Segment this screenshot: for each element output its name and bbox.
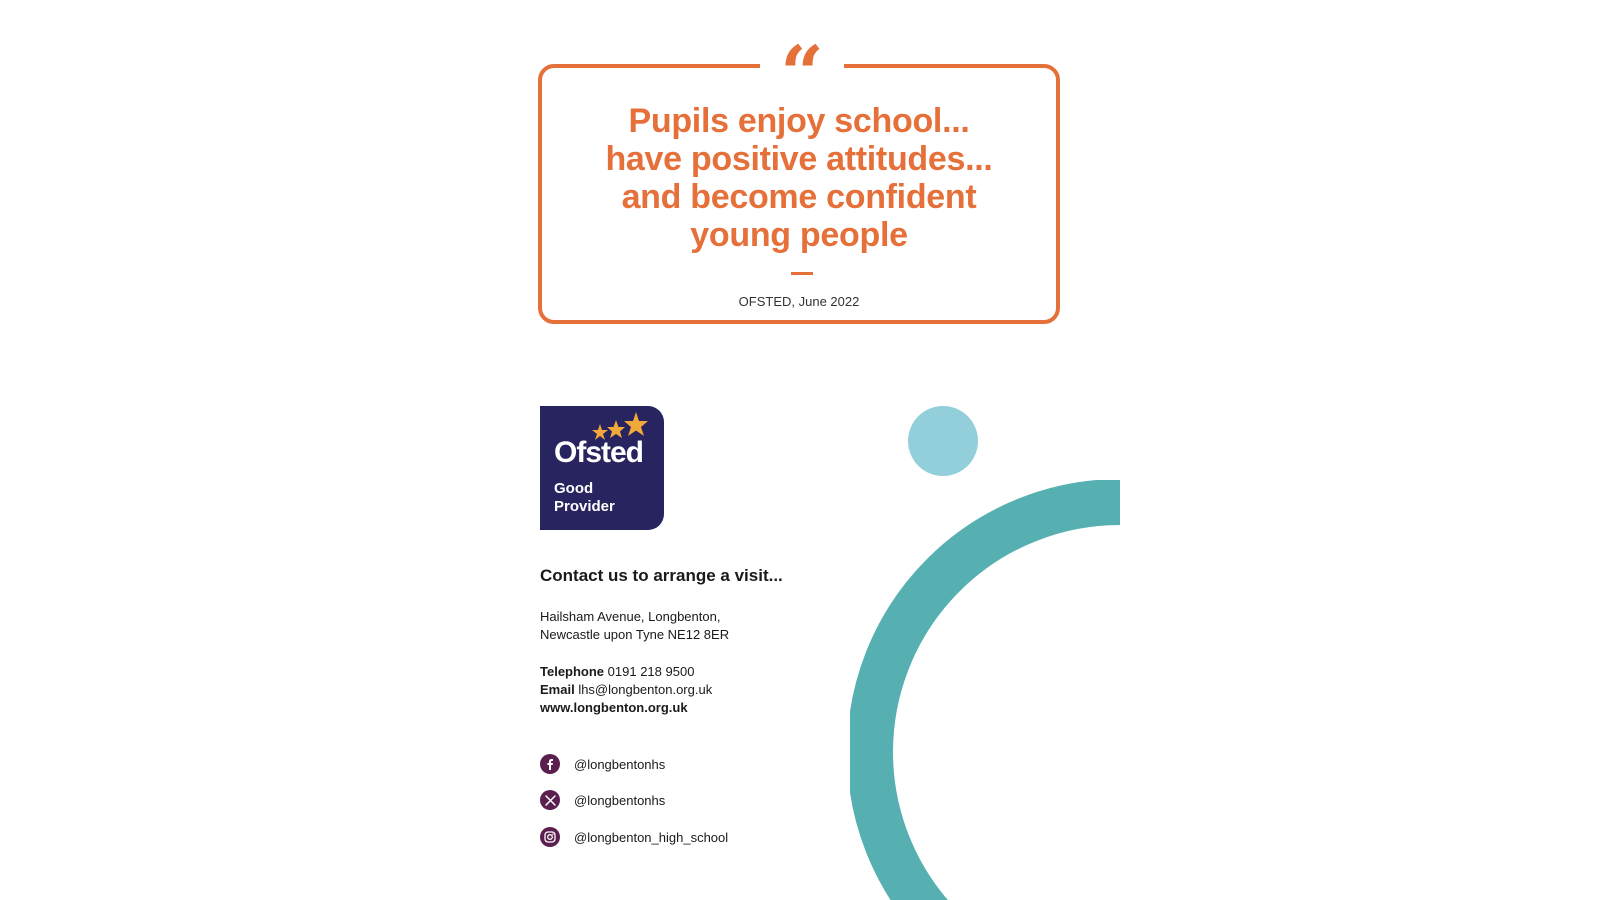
address [540,608,729,644]
address-line: Hailsham Avenue, Longbenton, [540,609,721,624]
contact-details [540,663,712,717]
x-icon [540,790,560,810]
quote-line: Pupils enjoy school... [628,102,970,140]
ofsted-rating-line: Provider [554,498,615,515]
social-facebook[interactable] [540,754,665,774]
telephone-label: Telephone [540,664,605,679]
website-link[interactable]: www.longbenton.org.uk [540,700,688,715]
quote-source: OFSTED, June 2022 [738,294,860,309]
social-x[interactable] [540,790,665,810]
telephone-row [540,663,712,681]
ofsted-rating [554,480,615,516]
social-instagram[interactable] [540,827,728,847]
facebook-handle: @longbentonhs [574,756,666,772]
telephone-value[interactable]: 0191 218 9500 [607,664,695,679]
quote-line: and become confident [621,178,977,216]
email-row [540,681,712,699]
quote-line: young people [690,216,908,254]
decorative-dot [908,406,978,476]
instagram-icon [540,827,560,847]
facebook-icon [540,754,560,774]
email-value[interactable]: lhs@longbenton.org.uk [578,682,713,697]
ofsted-rating-line: Good [554,480,594,497]
instagram-handle: @longbenton_high_school [574,829,729,845]
quote-line: have positive attitudes... [605,140,993,178]
quote-divider [791,272,813,275]
x-handle: @longbentonhs [574,792,666,808]
quote-mark-icon: “ [780,29,824,118]
ofsted-good-provider-badge [540,406,664,530]
quote-text [548,102,1050,254]
contact-heading: Contact us to arrange a visit... [540,566,783,585]
address-line: Newcastle upon Tyne NE12 8ER [540,627,730,642]
ofsted-logo-word: Ofsted [554,436,644,469]
decorative-arc [850,480,1120,900]
email-label: Email [540,682,575,697]
